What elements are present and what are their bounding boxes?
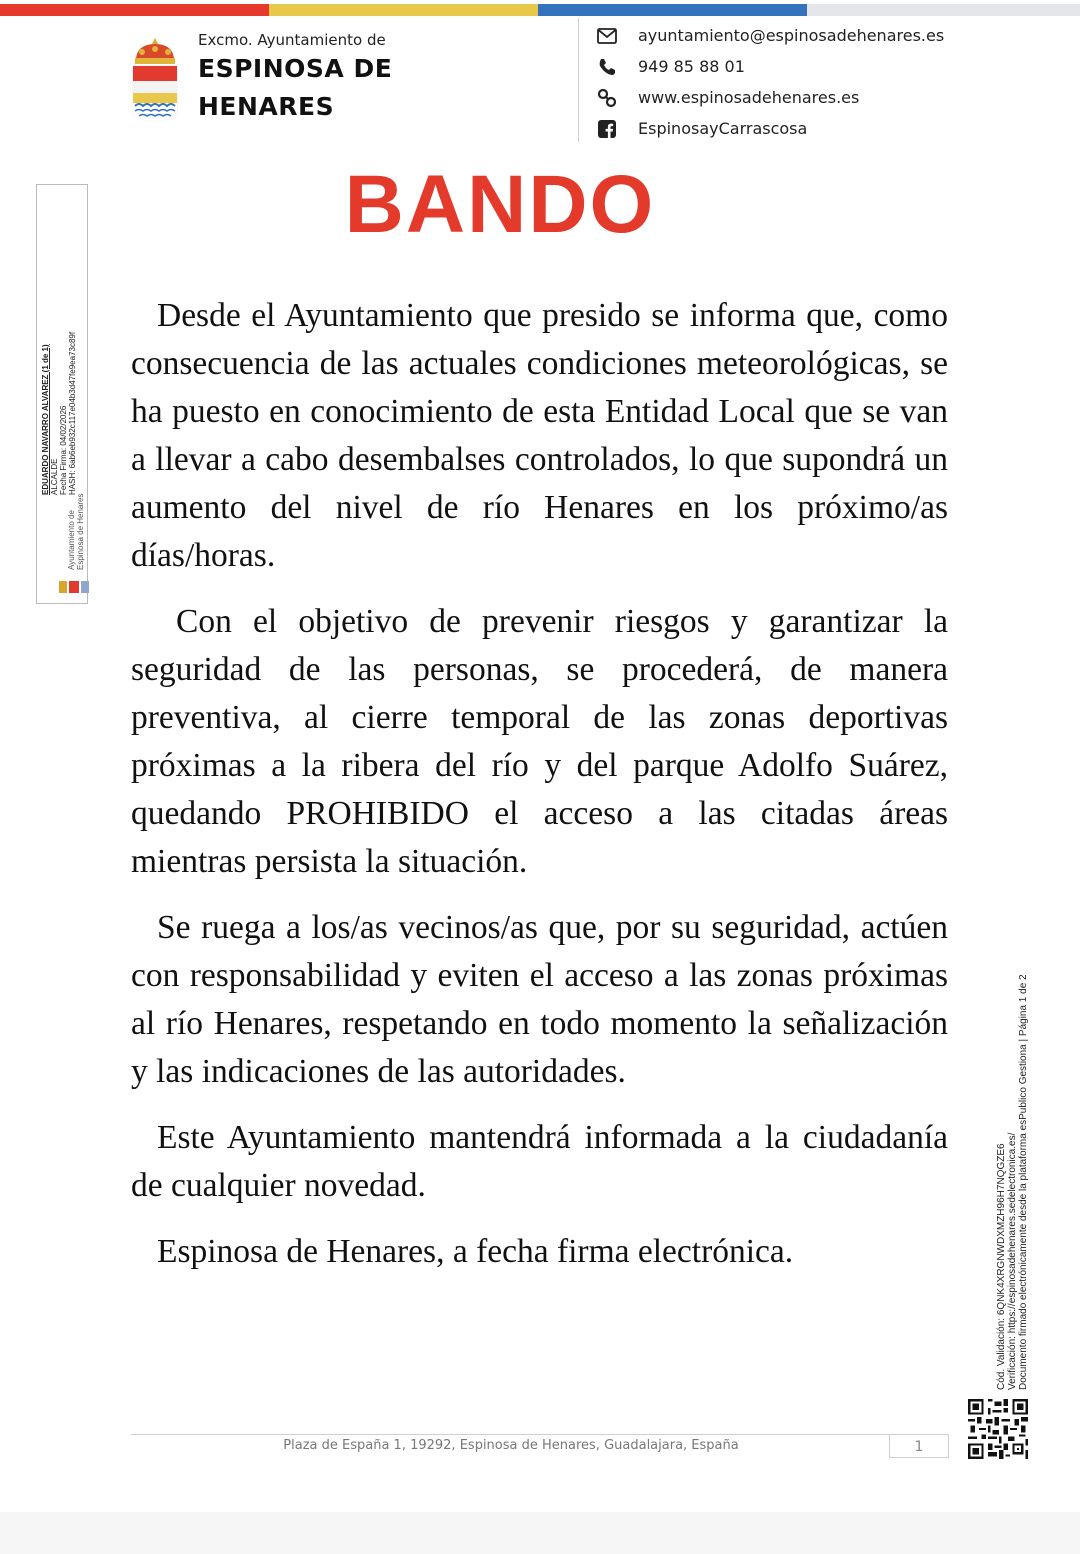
email-link[interactable]: ayuntamiento@espinosadehenares.es [638,26,945,45]
phone-number: 949 85 88 01 [638,57,745,76]
page-number: 1 [889,1434,949,1458]
contact-email[interactable] [596,20,944,51]
org-name-block [198,30,498,126]
footer-address: Plaza de España 1, 19292, Espinosa de Henares, Guadalajara, España [283,1438,739,1453]
phone-icon [596,56,618,78]
signer-name: EDUARDO NAVARRO ALVAREZ (1 de 1) [41,344,50,495]
footer-divider [131,1434,949,1435]
signature-stamp [36,184,88,604]
page-bottom-margin [0,1512,1080,1554]
small-coat-of-arms-icon [57,577,91,597]
signature-hash: HASH: 6ab6eb932c117e04b3d47fe9ea73c89f [68,331,77,495]
document-title: BANDO [344,159,656,250]
stripe-yellow [269,4,538,16]
contact-website[interactable] [596,82,944,113]
envelope-icon [596,25,618,47]
facebook-link[interactable]: EspinosayCarrascosa [638,119,808,138]
org-name-line2: HENARES [198,92,335,121]
paragraph-5: Espinosa de Henares, a fecha firma electrónica. [157,1233,794,1270]
link-icon [596,87,618,109]
validation-code: Cód. Validación: 6QNK4XRGNWDXMZH96H7NQGZE6 [996,1143,1007,1390]
paragraph-1: Desde el Ayuntamiento que presido se informa que, como consecuencia de las actuales condiciones meteorológicas, se ha puesto en conocimiento de esta Entidad Local que se van a llevar a cabo desembalses controlados, lo que supondrá un aumento del nivel de río Henares en los próximo/as días/horas. [131,297,948,574]
stripe-blue [538,4,807,16]
stripe-gray [807,4,1080,16]
org-name-line1: ESPINOSA DE [198,54,393,83]
signature-org [67,494,85,571]
paragraph-3: Se ruega a los/as vecinos/as que, por su seguridad, actúen con responsabilidad y eviten el acceso a las zonas próximas al río Henares, respetando en todo momento la señalización y las indicaciones de las autoridades. [131,909,948,1090]
signature-date: Fecha Firma: 04/02/2026 [59,405,68,495]
paragraph-2: Con el objetivo de prevenir riesgos y garantizar la seguridad de las personas, se procederá, de manera preventiva, al cierre temporal de las zonas deportivas próximas a la ribera del río y del parque Adolfo Suárez, quedando PROHIBIDO el acceso a las citadas áreas mientras persista la situación. [131,603,948,880]
signer-role: ALCALDE [50,458,59,495]
contact-list [596,20,944,144]
contact-facebook[interactable] [596,113,944,144]
signature-org-line1: Ayuntamiento de [67,510,76,570]
paragraph-4: Este Ayuntamiento mantendrá informada a la ciudadanía de cualquier novedad. [131,1119,948,1204]
org-prefix: Excmo. Ayuntamiento de [198,31,386,49]
website-link[interactable]: www.espinosadehenares.es [638,88,860,107]
contact-phone [596,51,944,82]
signature-details [41,332,77,495]
document-body [131,292,948,1294]
verification-strip [996,974,1029,1390]
platform-note: Documento firmado electrónicamente desde la plataforma esPublico Gestiona | Página 1 de 2 [1018,974,1029,1390]
signature-org-line2: Espinosa de Henares [76,493,85,570]
facebook-icon [596,118,618,140]
coat-of-arms-icon [130,36,180,122]
header-divider [578,18,579,142]
stripe-red [0,4,269,16]
qr-code-icon[interactable] [966,1397,1030,1461]
color-stripe [0,4,1080,16]
verification-url[interactable]: Verificación: https://espinosadehenares.sedelectronica.es/ [1007,1132,1018,1390]
